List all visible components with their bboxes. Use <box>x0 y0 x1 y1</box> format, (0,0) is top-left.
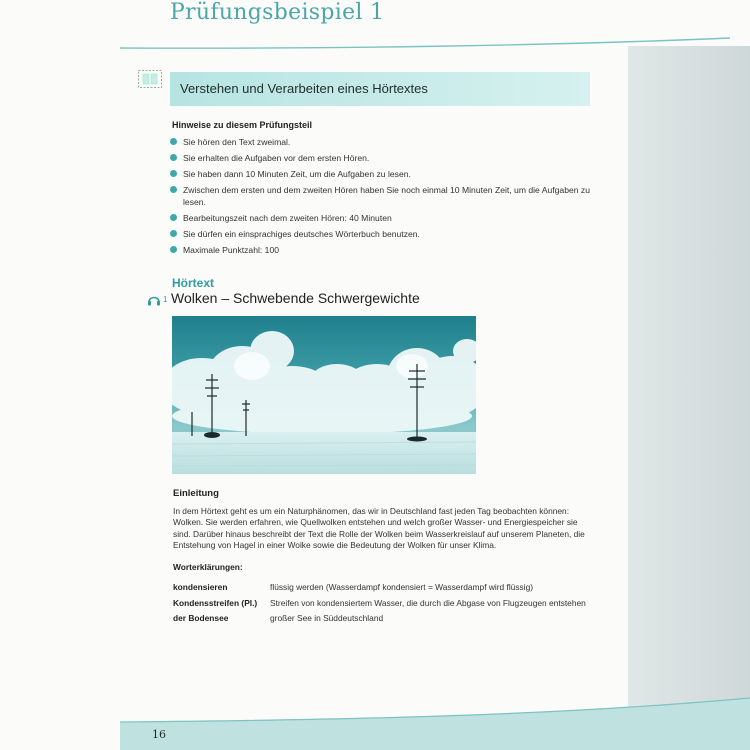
page-number: 16 <box>152 728 166 741</box>
hinweise-heading: Hinweise zu diesem Prüfungsteil <box>172 120 313 130</box>
bullet-icon <box>170 170 177 177</box>
list-item-text: Zwischen dem ersten und dem zweiten Hören haben Sie noch einmal 10 Minuten Zeit, um die Aufgaben zu lesen. <box>183 185 591 207</box>
list-item-text: Sie erhalten die Aufgaben vor dem ersten Hören. <box>183 153 370 163</box>
list-item-text: Sie haben dann 10 Minuten Zeit, um die Aufgaben zu lesen. <box>183 169 411 179</box>
list-item <box>170 136 600 148</box>
hoertext-label: Hörtext <box>172 276 215 290</box>
hoertext-title: Wolken – Schwebende Schwergewichte <box>171 290 420 306</box>
glossary-definition: Streifen von kondensiertem Wasser, die durch die Abgase von Flugzeugen entstehen <box>270 598 586 608</box>
section-header <box>170 72 590 106</box>
einleitung-heading: Einleitung <box>173 488 219 499</box>
list-item <box>170 228 600 240</box>
headphones-icon <box>147 294 161 306</box>
hinweise-list <box>170 136 600 260</box>
list-item-text: Sie hören den Text zweimal. <box>183 137 291 147</box>
bullet-icon <box>170 186 177 193</box>
bullet-icon <box>170 230 177 237</box>
track-number: 1 <box>163 295 168 304</box>
section-title: Verstehen und Verarbeiten eines Hörtextes <box>180 81 428 96</box>
bullet-icon <box>170 154 177 161</box>
page-edge-shadow <box>628 0 750 750</box>
list-item-text: Maximale Punktzahl: 100 <box>183 245 280 255</box>
glossary-definition: flüssig werden (Wasserdampf kondensiert = Wasserdampf wird flüssig) <box>270 582 534 592</box>
book-icon <box>138 70 162 88</box>
list-item <box>170 152 600 164</box>
header-divider <box>120 36 730 56</box>
glossary-term: kondensieren <box>173 582 228 592</box>
list-item-text: Bearbeitungszeit nach dem zweiten Hören: 40 Minuten <box>183 213 392 223</box>
list-item <box>170 244 600 256</box>
list-item <box>170 212 600 224</box>
bullet-icon <box>170 214 177 221</box>
worterklaerungen-heading: Worterklärungen: <box>173 562 243 572</box>
clouds-photo <box>172 316 476 474</box>
footer-band <box>120 690 750 750</box>
list-item-text: Sie dürfen ein einsprachiges deutsches Wörterbuch benutzen. <box>183 229 420 239</box>
bullet-icon <box>170 246 177 253</box>
einleitung-paragraph: In dem Hörtext geht es um ein Naturphänomen, das wir in Deutschland fast jeden Tag beobachten können: Wolken. Sie werden erfahren, wie Quellwolken entstehen und welch großer Wasser- und Energiespeicher sie sind. Darüber hinaus beschreibt der Text die Rolle der Wolken beim Wasserkreislauf auf unserem Planeten, die Entstehung von Hagel in einer Wolke sowie die Bedeutung der Wolken für unser Klima. <box>173 506 585 551</box>
glossary-definition: großer See in Süddeutschland <box>270 613 384 623</box>
page-title: Prüfungsbeispiel 1 <box>170 0 385 25</box>
list-item <box>170 168 600 180</box>
list-item <box>170 184 600 208</box>
glossary-term: Kondensstreifen (Pl.) <box>173 598 258 608</box>
bullet-icon <box>170 138 177 145</box>
glossary-term: der Bodensee <box>173 613 229 623</box>
